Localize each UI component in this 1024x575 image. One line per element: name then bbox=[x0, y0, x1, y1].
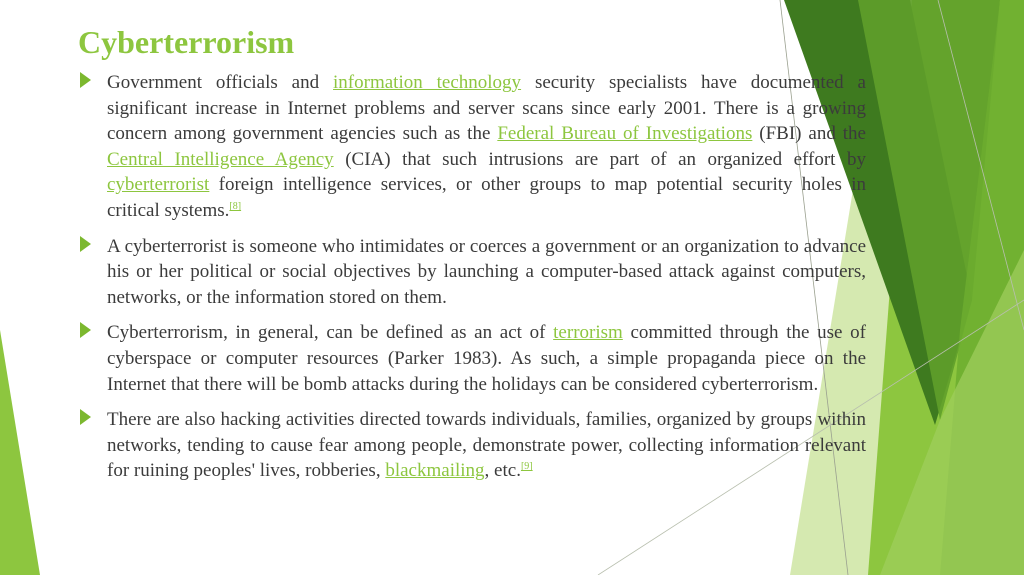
bullet-text: , etc. bbox=[484, 460, 521, 482]
bullet-text: (CIA) that such intrusions are part of an organized effort by bbox=[333, 148, 866, 170]
bullet-text: There are also hacking activities directed towards individuals, families, organized by groups within networks, tending to cause fear among people, demonstrate power, collecting information relevant for ruining peoples' lives, robberies, bbox=[107, 409, 866, 482]
bullet-text: Government officials and bbox=[107, 72, 334, 93]
bullet-list bbox=[78, 70, 866, 494]
link-federal-bureau-of-investigations[interactable]: Federal Bureau of Investigations bbox=[497, 123, 753, 145]
link-blackmailing[interactable]: blackmailing bbox=[385, 460, 485, 482]
link-cyberterrorist[interactable]: cyberterrorist bbox=[107, 174, 210, 196]
triangle-right-icon bbox=[80, 322, 91, 338]
left-edge-green-wedge bbox=[0, 330, 40, 575]
triangle-right-icon bbox=[80, 236, 91, 252]
slide-title: Cyberterrorism bbox=[78, 24, 295, 60]
bullet-item bbox=[78, 407, 866, 484]
triangle-right-icon bbox=[80, 72, 91, 88]
bullet-text: (FBI) and the bbox=[752, 123, 866, 145]
link-information-technology[interactable]: information technology bbox=[333, 72, 522, 93]
bullet-text: security specialists have documented a significant increase in Internet problems and server scans since early 2001. There is a growing concern among government agencies such as the bbox=[107, 72, 866, 145]
bullet-text: committed through the use of cyberspace or computer resources (Parker 1983). As such, a simple propaganda piece on the Internet that there will be bomb attacks during the holidays can be considered cyberterrorism. bbox=[107, 322, 866, 395]
bullet-item bbox=[78, 70, 866, 224]
link-terrorism[interactable]: terrorism bbox=[553, 322, 623, 344]
bullet-item bbox=[78, 234, 866, 311]
link-central-intelligence-agency[interactable]: Central Intelligence Agency bbox=[107, 148, 334, 170]
bullet-text: Cyberterrorism, in general, can be defined as an act of bbox=[107, 322, 554, 344]
reference-link-8[interactable]: [8] bbox=[229, 200, 242, 212]
bullet-text: A cyberterrorist is someone who intimidates or coerces a government or an organization to advance his or her political or social objectives by launching a computer-based attack against computers, networks, or the information stored on them. bbox=[107, 235, 866, 308]
bullet-item bbox=[78, 320, 866, 397]
triangle-right-icon bbox=[80, 409, 91, 425]
bullet-text: foreign intelligence services, or other groups to map potential security holes in critical systems. bbox=[107, 174, 866, 221]
reference-link-9[interactable]: [9] bbox=[520, 461, 533, 473]
